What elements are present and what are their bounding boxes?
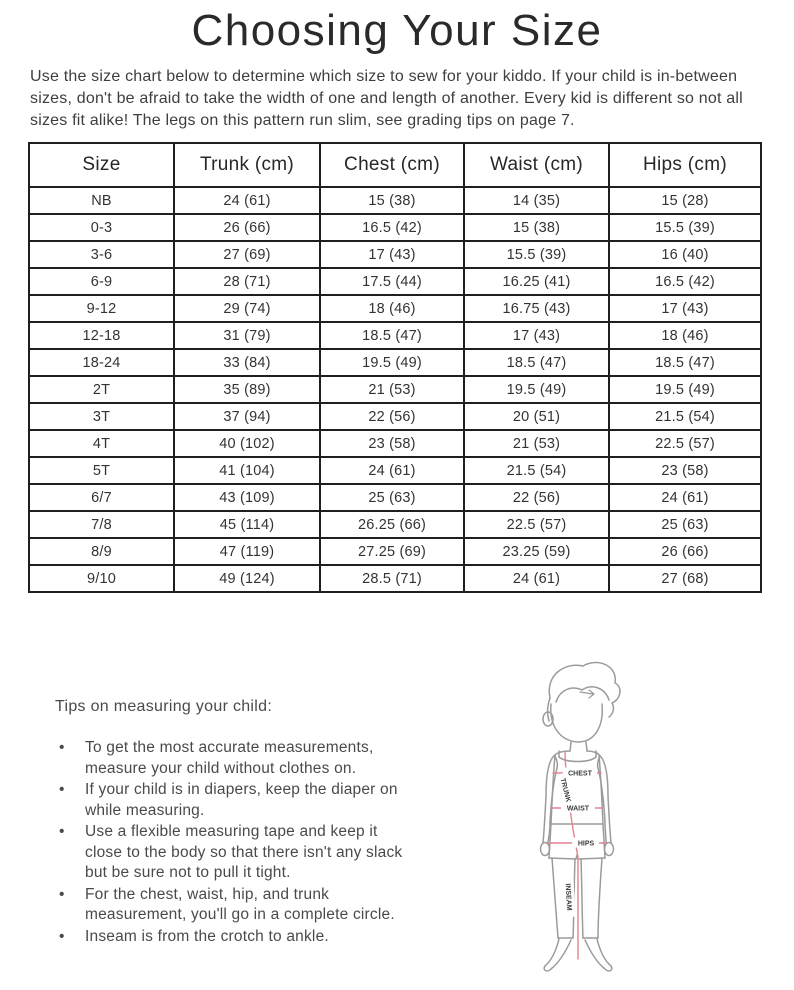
table-cell: 43 (109) — [174, 484, 320, 511]
table-cell: 18 (46) — [320, 295, 464, 322]
table-row — [29, 187, 761, 214]
figure-outline — [541, 662, 621, 970]
tips-list — [55, 738, 417, 947]
table-cell: 16 (40) — [609, 241, 761, 268]
table-cell: 2T — [29, 376, 174, 403]
tip-item: • For the chest, waist, hip, and trunk measurement, you'll go in a complete circle. — [55, 885, 415, 926]
table-cell: 47 (119) — [174, 538, 320, 565]
table-cell: 18.5 (47) — [464, 349, 609, 376]
table-row — [29, 484, 761, 511]
table-cell: 41 (104) — [174, 457, 320, 484]
table-cell: 49 (124) — [174, 565, 320, 592]
table-cell: 28 (71) — [174, 268, 320, 295]
column-header: Size — [29, 143, 174, 187]
table-cell: 27.25 (69) — [320, 538, 464, 565]
table-row — [29, 538, 761, 565]
trunk-label: TRUNK — [558, 777, 572, 803]
table-cell: 23.25 (59) — [464, 538, 609, 565]
table-cell: 22.5 (57) — [609, 430, 761, 457]
table-cell: 15 (38) — [320, 187, 464, 214]
table-cell: 17 (43) — [609, 295, 761, 322]
table-row — [29, 322, 761, 349]
table-cell: 12-18 — [29, 322, 174, 349]
table-cell: 19.5 (49) — [464, 376, 609, 403]
size-chart-header-row — [29, 143, 761, 187]
child-measurement-figure — [492, 656, 737, 988]
table-cell: 18 (46) — [609, 322, 761, 349]
hips-label: HIPS — [577, 840, 595, 848]
column-header: Trunk (cm) — [174, 143, 320, 187]
child-figure-svg — [492, 656, 737, 988]
table-cell: 7/8 — [29, 511, 174, 538]
table-cell: 22 (56) — [464, 484, 609, 511]
table-cell: 29 (74) — [174, 295, 320, 322]
column-header: Hips (cm) — [609, 143, 761, 187]
table-cell: 24 (61) — [464, 565, 609, 592]
table-cell: 8/9 — [29, 538, 174, 565]
table-cell: 24 (61) — [609, 484, 761, 511]
table-row — [29, 511, 761, 538]
table-cell: 28.5 (71) — [320, 565, 464, 592]
table-cell: 33 (84) — [174, 349, 320, 376]
page-title: Choosing Your Size — [191, 6, 603, 55]
table-cell: 18.5 (47) — [320, 322, 464, 349]
tips-section — [55, 698, 420, 948]
table-cell: 15.5 (39) — [609, 214, 761, 241]
table-cell: 15 (28) — [609, 187, 761, 214]
table-cell: 17.5 (44) — [320, 268, 464, 295]
table-cell: 21.5 (54) — [609, 403, 761, 430]
tips-heading: Tips on measuring your child: — [55, 698, 273, 715]
table-cell: 21 (53) — [464, 430, 609, 457]
tip-item: • To get the most accurate measurements, measure your child without clothes on. — [55, 738, 415, 779]
table-cell: 6/7 — [29, 484, 174, 511]
table-cell: 24 (61) — [320, 457, 464, 484]
table-cell: 3-6 — [29, 241, 174, 268]
table-cell: 0-3 — [29, 214, 174, 241]
tip-item: • If your child is in diapers, keep the diaper on while measuring. — [55, 780, 415, 821]
table-row — [29, 241, 761, 268]
tip-item: • Use a flexible measuring tape and keep it close to the body so that there isn't any slack but be sure not to pull it tight. — [55, 822, 415, 884]
table-cell: 16.75 (43) — [464, 295, 609, 322]
column-header: Waist (cm) — [464, 143, 609, 187]
waist-label: WAIST — [566, 805, 590, 813]
table-cell: 19.5 (49) — [320, 349, 464, 376]
table-cell: 20 (51) — [464, 403, 609, 430]
table-row — [29, 214, 761, 241]
table-cell: 16.25 (41) — [464, 268, 609, 295]
table-row — [29, 268, 761, 295]
size-chart-body — [29, 187, 761, 592]
table-cell: 16.5 (42) — [609, 268, 761, 295]
table-cell: 27 (69) — [174, 241, 320, 268]
column-header: Chest (cm) — [320, 143, 464, 187]
table-cell: 26 (66) — [609, 538, 761, 565]
table-cell: 21 (53) — [320, 376, 464, 403]
table-row — [29, 376, 761, 403]
table-cell: 26 (66) — [174, 214, 320, 241]
table-cell: 22.5 (57) — [464, 511, 609, 538]
table-cell: 22 (56) — [320, 403, 464, 430]
table-row — [29, 295, 761, 322]
table-cell: 24 (61) — [174, 187, 320, 214]
table-cell: 4T — [29, 430, 174, 457]
table-cell: NB — [29, 187, 174, 214]
table-cell: 18-24 — [29, 349, 174, 376]
tip-item: • Inseam is from the crotch to ankle. — [55, 927, 415, 948]
table-row — [29, 349, 761, 376]
intro-paragraph: Use the size chart below to determine which size to sew for your kiddo. If your child is in-between sizes, don't be afraid to take the width of one and length of another. Every kid is different so not all sizes fit alike! The legs on this pattern run slim, see grading tips on page 7. — [30, 68, 743, 129]
table-cell: 6-9 — [29, 268, 174, 295]
table-cell: 37 (94) — [174, 403, 320, 430]
table-cell: 40 (102) — [174, 430, 320, 457]
table-cell: 27 (68) — [609, 565, 761, 592]
table-cell: 9/10 — [29, 565, 174, 592]
table-cell: 3T — [29, 403, 174, 430]
table-cell: 15 (38) — [464, 214, 609, 241]
table-cell: 5T — [29, 457, 174, 484]
table-cell: 25 (63) — [609, 511, 761, 538]
table-cell: 25 (63) — [320, 484, 464, 511]
table-cell: 19.5 (49) — [609, 376, 761, 403]
table-row — [29, 457, 761, 484]
inseam-label-group — [563, 877, 575, 917]
table-cell: 26.25 (66) — [320, 511, 464, 538]
table-cell: 15.5 (39) — [464, 241, 609, 268]
size-chart-table — [28, 142, 762, 593]
table-cell: 9-12 — [29, 295, 174, 322]
table-cell: 17 (43) — [464, 322, 609, 349]
table-cell: 23 (58) — [609, 457, 761, 484]
table-cell: 17 (43) — [320, 241, 464, 268]
table-cell: 18.5 (47) — [609, 349, 761, 376]
table-row — [29, 565, 761, 592]
table-cell: 21.5 (54) — [464, 457, 609, 484]
table-cell: 14 (35) — [464, 187, 609, 214]
table-cell: 45 (114) — [174, 511, 320, 538]
table-cell: 23 (58) — [320, 430, 464, 457]
table-cell: 16.5 (42) — [320, 214, 464, 241]
table-cell: 35 (89) — [174, 376, 320, 403]
chest-label: CHEST — [568, 770, 592, 778]
table-row — [29, 430, 761, 457]
table-cell: 31 (79) — [174, 322, 320, 349]
inseam-label: INSEAM — [563, 883, 573, 911]
table-row — [29, 403, 761, 430]
